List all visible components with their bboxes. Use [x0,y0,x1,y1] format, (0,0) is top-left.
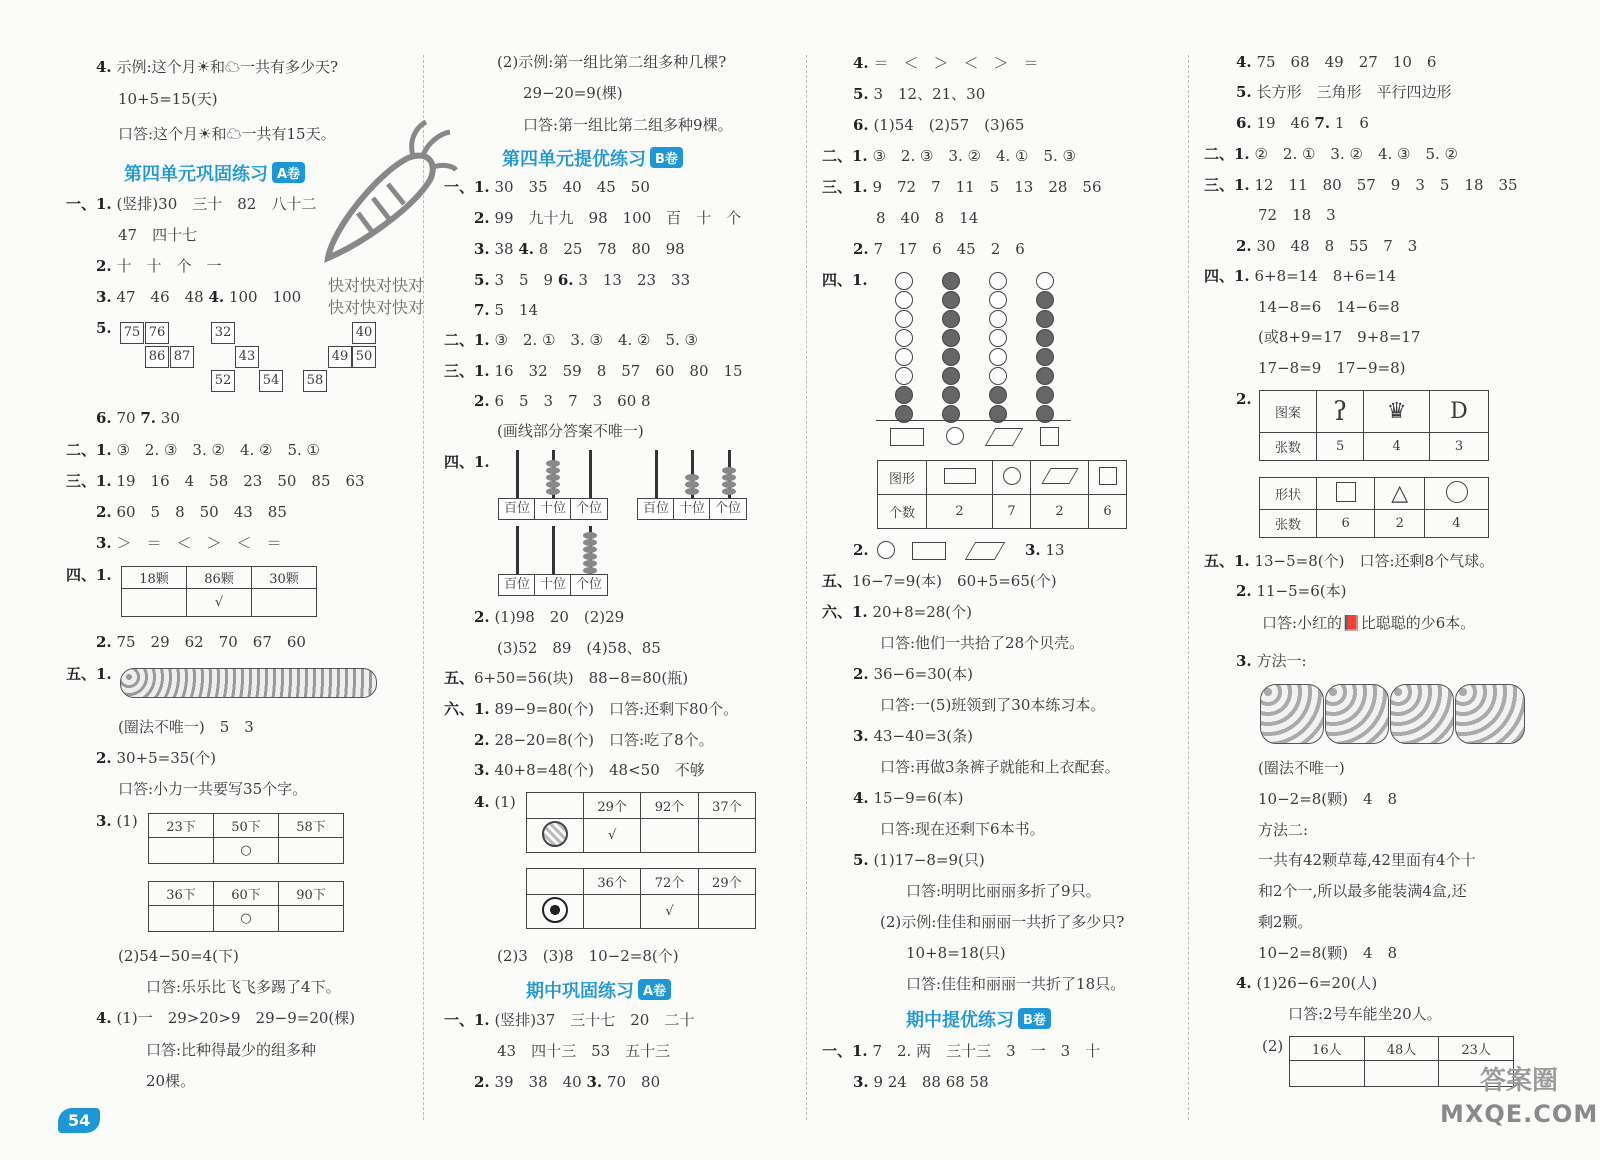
answer-line [1236,651,1307,671]
table-cell [1364,1061,1439,1087]
table-cell [1290,1061,1365,1087]
question-number: 3. [853,1073,869,1091]
grid-cell: 86 [145,346,169,368]
question-number: 4. [853,789,869,807]
table-cell: 6 [1317,510,1375,538]
question-number: 3. [1236,652,1252,670]
question-number: 2. [1236,237,1252,255]
table-cell [1317,478,1375,510]
answer-line: 口答:第一组比第二组多种9棵。 [523,116,733,134]
grid-cell: 54 [259,370,283,392]
question-number: 5. [96,319,112,337]
table-header: 个数 [878,495,927,529]
question-number: 5. [1236,83,1252,101]
table-cell [1375,478,1425,510]
table-cell: 72个 [641,869,698,895]
answer-line: 17−8=9 17−9=8) [1258,359,1406,377]
answer-line: (2)54−50=4(下) [118,947,239,965]
table-cell: ○ [214,906,279,932]
answer-text: (竖排)30 三十 82 八十二 [116,195,317,213]
table-cell: 36个 [584,869,641,895]
answer-text: (1) [494,793,516,811]
answer-line: 口答:小力一共要写35个字。 [118,780,308,798]
answer-text: 43−40=3(条) [873,727,974,745]
question-number: 5. [474,271,490,289]
answer-line: 口答:这个月☀和☁一共有15天。 [118,125,336,143]
answer-text: 40+8=48(个) 48<50 不够 [494,761,705,779]
table-cell: 5 [1317,433,1364,461]
question-number: 三、1. [1204,176,1250,194]
answer-text: 13−5=8(个) 口答:还剩8个气球。 [1254,552,1495,570]
question-number: 五、1. [1204,552,1250,570]
answer-text: 1 6 [1334,114,1369,132]
answer-text: (1)一 29>20>9 29−9=20(棵) [116,1009,356,1027]
answer-line: 20棵。 [146,1072,196,1090]
answer-line: 10+5=15(天) [118,90,218,108]
watermark-url: MXQE.COM [1440,1100,1599,1128]
answer-text: (1)98 20 (2)29 [494,608,625,626]
answer-text: 60 5 8 50 43 85 [116,503,287,521]
answer-line: 剩2颗。 [1258,913,1313,931]
answer-line: (圈法不唯一) [1258,759,1345,777]
answer-text: 30 [160,409,180,427]
answer-text: 75 68 49 27 10 6 [1256,53,1437,71]
question-number: 4. [96,1009,112,1027]
question-number: 6. [853,116,869,134]
question-number: 3. [96,812,112,830]
answer-text: 16 32 59 8 57 60 80 15 [494,362,743,380]
place-label: 百位 [498,498,536,520]
question-number: 三、1. [444,362,490,380]
question-number: 2. [853,240,869,258]
answer-line: (或8+9=17 9+8=17 [1258,328,1421,346]
answer-text: 70 80 [606,1073,661,1091]
answer-text: 75 29 62 70 67 60 [116,633,306,651]
place-label: 百位 [637,498,675,520]
place-label: 十位 [673,498,711,520]
answer-line: 口答:他们一共拾了28个贝壳。 [880,634,1085,652]
question-number: 2. [1236,582,1252,600]
question-number: 4. [474,793,490,811]
question-number: 二、1. [66,441,112,459]
answer-text: 89−9=80(个) 口答:还剩下80个。 [494,700,739,718]
question-number: 一、1. [822,1042,868,1060]
answer-line: 口答:小红的📕比聪聪的少6本。 [1262,614,1476,632]
answer-line [1236,236,1417,256]
answer-text: 6+8=14 8+6=14 [1254,267,1397,285]
question-number: 3. [1025,541,1041,559]
table-cell: 2 [1031,495,1089,529]
table-cell: 29个 [584,793,641,819]
table-cell: ♛ [1364,391,1430,433]
question-number: 四、1. [66,566,112,584]
answer-text: ＝ ＜ ＞ ＜ ＞ ＝ [873,54,1039,72]
question-number: 4. [1236,974,1252,992]
answer-text: 长方形 三角形 平行四边形 [1256,83,1452,101]
stamp-text: 快对快对快对 [328,298,425,317]
table-cell: 23下 [149,814,214,838]
question-number: 四、1. [822,271,868,289]
question-number: 7. [474,301,490,319]
question-number: (2) [1262,1037,1284,1055]
answer-line: 14−8=6 14−6=8 [1258,298,1400,316]
answer-line: 47 四十七 [118,226,198,244]
answer-text: 39 38 40 [494,1073,582,1091]
answer-line: 8 40 8 14 [876,209,979,227]
answer-line: 29−20=9(棵) [523,84,623,102]
answer-text: ③ 2. ③ 3. ② 4. ② 5. ① [116,441,321,459]
question-number: 2. [1236,390,1252,408]
question-number: 三、1. [822,178,868,196]
answer-text: 十 十 个 一 [116,257,222,275]
strawberry-group [1260,684,1324,744]
grid-cell: 43 [235,346,259,368]
question-number: 2. [96,503,112,521]
answer-line [1236,973,1377,993]
question-number: 2. [474,608,490,626]
grid-cell: 75 [120,322,144,344]
question-number: 2. [96,749,112,767]
answer-line: 口答:乐乐比飞飞多踢了4下。 [146,978,341,996]
answer-line [1204,175,1518,195]
answer-text: 100 100 [228,288,302,306]
answer-line [1236,389,1252,409]
table-header: 图形 [878,461,927,495]
grid-cell: 58 [303,370,327,392]
question-number: 2. [474,209,490,227]
answer-text: 28−20=8(个) 口答:吃了8个。 [494,731,714,749]
answer-text: 19 46 [1256,114,1310,132]
shape-count-table [1259,477,1489,538]
answer-text: 示例:这个月☀和☁一共有多少天? [116,58,338,76]
answer-text: (1)26−6=20(人) [1256,974,1378,992]
circle-icon [1446,481,1468,503]
answer-line: 方法二: [1258,821,1309,839]
question-number: 3. [474,761,490,779]
question-number: 2. [96,257,112,275]
answer-line: 口答:明明比丽丽多折了9只。 [906,882,1101,900]
answer-text: 7 17 6 45 2 6 [873,240,1025,258]
answer-text: 30 48 8 55 7 3 [1256,237,1418,255]
table-cell: 58下 [279,814,344,838]
table-cell: 30颗 [252,567,317,589]
table-cell: ʔ [1317,391,1364,433]
stamp-text: 快对快对快对 [328,276,425,295]
table-header: 图案 [1260,391,1317,433]
table-cell: √ [584,819,641,853]
table-cell: 48人 [1364,1037,1439,1061]
answer-line: 和2个一,所以最多能装满4盒,还 [1258,882,1467,900]
answer-text: ＞ ＝ ＜ ＞ ＜ ＝ [116,534,282,552]
question-number: 四、1. [444,453,490,471]
table-cell: 18颗 [122,567,187,589]
question-number: 四、1. [1204,267,1250,285]
square-icon [1336,482,1356,502]
place-label: 百位 [498,574,536,596]
table-cell: 50下 [214,814,279,838]
answer-text: (1)17−8=9(只) [873,851,985,869]
table-cell: 6 [1089,495,1127,529]
answer-line: 10+8=18(只) [906,944,1006,962]
question-number: 3. [853,727,869,745]
question-number: 二、1. [822,147,868,165]
place-label: 个位 [570,574,608,596]
place-label: 十位 [534,498,572,520]
answer-text: 30 35 40 45 50 [494,178,650,196]
answer-text: 3 5 9 [494,271,554,289]
answer-text: 99 九十九 98 100 百 十 个 [494,209,742,227]
question-number: 五、 [444,669,475,687]
pattern-count-table [1259,390,1489,461]
table-cell [1425,478,1489,510]
answer-text: 36−6=30(本) [873,665,974,683]
answer-line [1262,1036,1283,1056]
grid-cell: 49 [328,346,352,368]
answer-line: 口答:一(5)班领到了30本练习本。 [880,696,1106,714]
answer-line: (画线部分答案不唯一) [497,422,644,440]
question-number: 一、1. [444,178,490,196]
question-number: 六、1. [444,700,490,718]
grid-cell: 40 [352,322,376,344]
triangle-icon: △ [1391,481,1409,506]
table-cell: 2 [1375,510,1425,538]
answer-line: 口答:2号车能坐20人。 [1288,1005,1442,1023]
answer-line: 口答:现在还剩下6本书。 [880,820,1045,838]
answer-text: 3 13 23 33 [578,271,691,289]
table-cell: √ [641,895,698,929]
answer-text: 19 16 4 58 23 50 85 63 [116,472,365,490]
watermark-logo: 答案圈 [1480,1066,1559,1096]
answer-text: 12 11 80 57 9 3 5 18 35 [1254,176,1518,194]
table-cell: 2 [927,495,993,529]
answer-line: (2)3 (3)8 10−2=8(个) [497,947,679,965]
place-label: 个位 [709,498,747,520]
level-badge: A卷 [638,979,671,1000]
table-cell: 4 [1364,433,1430,461]
answer-text: 3 12、21、30 [873,85,986,103]
question-number: 一、1. [66,195,112,213]
section-title-text: 第四单元提优练习 [502,149,646,170]
answer-text: 38 [494,240,514,258]
answer-text: 47 46 48 [116,288,204,306]
question-number: 二、1. [444,331,490,349]
question-number: 4. [208,288,225,306]
answer-line: 口答:再做3条裤子就能和上衣配套。 [880,758,1120,776]
answer-text: 6 5 3 7 3 60 8 [494,392,651,410]
answer-line: 43 四十三 53 五十三 [497,1042,671,1060]
table-cell: 7 [993,495,1031,529]
question-number: 6. [96,409,112,427]
grid-cell: 50 [352,346,376,368]
answer-text: 方法一: [1256,652,1307,670]
answer-text: 5 14 [494,301,539,319]
grid-cell: 87 [170,346,194,368]
grid-cell: 76 [145,322,169,344]
answer-text: 9 24 88 68 58 [873,1073,989,1091]
question-number: 4. [1236,53,1252,71]
question-number: 7. [1314,114,1331,132]
table-cell: 36下 [149,882,214,906]
question-number: 4. [853,54,869,72]
answer-text: 30+5=35(个) [116,749,217,767]
table-header: 张数 [1260,433,1317,461]
answer-line: 口答:比种得最少的组多种 [146,1041,317,1059]
answer-line: (2)示例:佳佳和丽丽一共折了多少只? [880,913,1125,931]
question-number: 4. [96,58,112,76]
strawberry-group [1325,684,1389,744]
question-number: 一、1. [444,1011,490,1029]
level-badge: A卷 [272,162,305,183]
answer-line: (2)示例:第一组比第二组多种几棵? [497,53,727,71]
table-cell: 29个 [698,869,755,895]
answer-line [1236,82,1451,102]
question-number: 6. [1236,114,1252,132]
answer-text: 8 25 78 80 98 [538,240,685,258]
answer-line: 口答:佳佳和丽丽一共折了18只。 [906,975,1126,993]
question-number: 三、1. [66,472,112,490]
question-number: 3. [474,240,490,258]
page-number: 54 [58,1108,100,1133]
question-number: 2. [474,731,490,749]
answer-line [1236,581,1346,601]
table-cell: 16人 [1290,1037,1365,1061]
question-number: 2. [96,633,112,651]
table-cell: 60下 [214,882,279,906]
answer-line: (圈法不唯一) 5 3 [118,718,254,736]
table-header: 张数 [1260,510,1317,538]
answer-line [1204,266,1396,286]
answer-line: 一共有42颗草莓,42里面有4个十 [1258,851,1476,869]
table-header: 形状 [1260,478,1317,510]
question-number: 2. [853,665,869,683]
answer-text: 16−7=9(本) 60+5=65(个) [852,572,1057,590]
question-number: 3. [586,1073,603,1091]
answer-text: (1)54 (2)57 (3)65 [873,116,1025,134]
answer-text: (1) [116,812,138,830]
section-title-text: 第四单元巩固练习 [124,164,268,185]
answer-text: (竖排)37 三十七 20 二十 [494,1011,695,1029]
table-cell: 92个 [641,793,698,819]
question-number: 五、 [822,572,853,590]
place-label: 十位 [534,574,572,596]
question-number: 7. [140,409,156,427]
strawberry-group [1455,684,1525,744]
table-cell: √ [187,589,252,617]
question-number: 5. [853,85,869,103]
question-number: 2. [474,1073,490,1091]
answer-text: ② 2. ① 3. ② 4. ③ 5. ② [1254,145,1459,163]
answer-text: 9 72 7 11 5 13 28 56 [872,178,1102,196]
grid-cell: 32 [211,322,235,344]
answer-text: ③ 2. ① 3. ③ 4. ② 5. ③ [494,331,699,349]
answer-text: 13 [1045,541,1065,559]
level-badge: B卷 [650,147,683,168]
section-title-text: 期中提优练习 [906,1010,1014,1031]
question-number: 4. [518,240,534,258]
answer-text: 7 2. 两 三十三 3 一 3 十 [872,1042,1101,1060]
question-number: 五、1. [66,665,112,683]
table-cell: 23人 [1439,1037,1514,1061]
answer-line: 72 18 3 [1258,206,1336,224]
level-badge: B卷 [1018,1008,1051,1029]
answer-line [1236,52,1436,72]
answer-line: (3)52 89 (4)58、85 [497,639,661,657]
answer-text: ③ 2. ③ 3. ② 4. ① 5. ③ [872,147,1077,165]
table-cell: 90下 [279,882,344,906]
answer-line: 10−2=8(颗) 4 8 [1258,944,1398,962]
table-cell: 3 [1429,433,1488,461]
strawberry-group [1390,684,1454,744]
question-number: 5. [853,851,869,869]
question-number: 2. [853,541,869,559]
answer-line [1204,551,1494,571]
answer-line [1236,113,1369,133]
answer-text: 11−5=6(本) [1256,582,1347,600]
answer-text: 15−9=6(本) [873,789,964,807]
grid-cell: 52 [211,370,235,392]
question-number: 2. [474,392,490,410]
table-cell: ○ [214,838,279,864]
section-title-text: 期中巩固练习 [526,981,634,1002]
answer-text: 6+50=56(块) 88−8=80(瓶) [474,669,689,687]
table-cell: D [1429,391,1488,433]
answer-line [1204,144,1458,164]
question-number: 3. [96,534,112,552]
place-label: 个位 [570,498,608,520]
table-cell: 86颗 [187,567,252,589]
question-number: 六、1. [822,603,868,621]
table-cell: 4 [1425,510,1489,538]
question-number: 3. [96,288,112,306]
answer-text: 20+8=28(个) [872,603,973,621]
answer-text: 70 [116,409,136,427]
question-number: 6. [557,271,574,289]
table-cell: 37个 [698,793,755,819]
question-number: 二、1. [1204,145,1250,163]
answer-line: 10−2=8(颗) 4 8 [1258,790,1398,808]
